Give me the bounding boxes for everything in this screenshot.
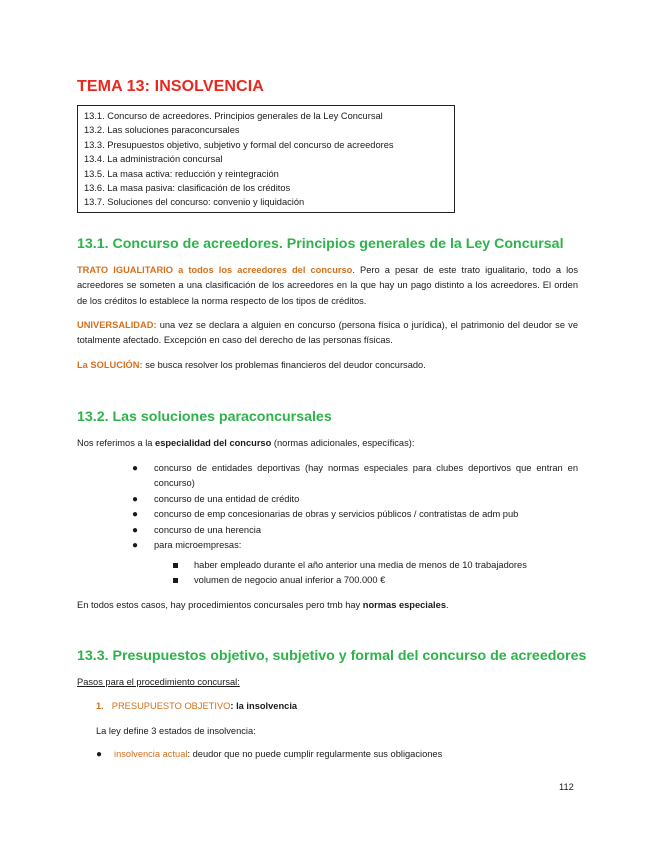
list-item-text: para microempresas: — [154, 540, 242, 551]
sub-bullet-list-microempresas — [172, 558, 527, 589]
keyword-universalidad: UNIVERSALIDAD: — [77, 320, 157, 330]
list-item — [132, 492, 578, 507]
list-item-text: concurso de una entidad de crédito — [154, 493, 300, 504]
paragraph-universalidad — [77, 318, 578, 349]
list-item — [132, 461, 578, 492]
steps-label — [77, 675, 578, 690]
list-item — [132, 538, 578, 553]
toc-item: 13.3. Presupuestos objetivo, subjetivo y formal del concurso de acreedores — [84, 139, 394, 150]
paragraph-text: . Pero a pesar de este trato igualitario, todo a los acreedores se someten a una clasificación de los acreedores en la que hay un pago distinto a los acreedores. El orden de los créditos lo establece la norma respecto de los tipos de créditos. — [77, 265, 578, 306]
toc-item: 13.4. La administración concursal — [84, 154, 223, 165]
underlined-text: Pasos para el procedimiento concursal: — [77, 677, 240, 687]
bullet-icon: ● — [132, 509, 139, 521]
list-item-text: concurso de entidades deportivas (hay normas especiales para clubes deportivos que entran en concurso) — [154, 463, 578, 489]
sub-list-item — [172, 558, 527, 573]
square-bullet-icon — [173, 563, 178, 568]
square-bullet-icon — [173, 578, 178, 583]
list-item — [132, 523, 578, 538]
section-heading-13-2: 13.2. Las soluciones paraconcursales — [77, 409, 332, 425]
keyword-solucion: La SOLUCIÓN: — [77, 360, 143, 370]
bullet-icon: ● — [132, 524, 139, 536]
item-number: 1. — [96, 701, 104, 711]
bold-especialidad: especialidad del concurso — [155, 438, 272, 448]
list-item-text: concurso de una herencia — [154, 524, 261, 535]
paragraph-text: . — [446, 600, 449, 610]
table-of-contents — [77, 105, 455, 213]
keyword-trato-igualitario: TRATO IGUALITARIO a todos los acreedores del concurso — [77, 265, 353, 275]
document-title: TEMA 13: INSOLVENCIA — [77, 78, 264, 95]
paragraph-normas-especiales — [77, 598, 578, 613]
page-number: 112 — [559, 782, 574, 792]
sub-list-item — [172, 573, 527, 588]
bullet-icon: ● — [132, 493, 139, 505]
bullet-insolvencia-actual — [96, 749, 442, 760]
toc-item: 13.1. Concurso de acreedores. Principios generales de la Ley Concursal — [84, 111, 383, 121]
keyword-presupuesto-objetivo: PRESUPUESTO OBJETIVO — [111, 701, 231, 711]
toc-item: 13.6. La masa pasiva: clasificación de los créditos — [84, 183, 291, 194]
bullet-icon: ● — [132, 463, 139, 474]
list-item — [132, 507, 578, 522]
bold-normas-especiales: normas especiales — [362, 600, 446, 610]
paragraph-especialidad — [77, 436, 578, 451]
bullet-icon: ● — [132, 540, 139, 552]
list-item-text: concurso de emp concesionarias de obras y servicios públicos / contratistas de adm pub — [154, 509, 519, 520]
paragraph-text: Nos referimos a la — [77, 438, 156, 448]
paragraph-text: una vez se declara a alguien en concurso (persona física o jurídica), el patrimonio del deudor se ve totalmente afectado. Excepción en caso del derecho de las personas físicas. — [77, 320, 578, 346]
paragraph-text: En todos estos casos, hay procedimientos concursales pero tmb hay — [77, 600, 363, 610]
paragraph-text: (normas adicionales, específicas): — [271, 438, 415, 448]
toc-item: 13.7. Soluciones del concurso: convenio y liquidación — [84, 197, 305, 208]
paragraph-estados-insolvencia: La ley define 3 estados de insolvencia: — [96, 726, 256, 736]
bullet-icon: ● — [96, 749, 103, 760]
bullet-list-soluciones — [132, 461, 578, 553]
paragraph-solucion — [77, 358, 578, 373]
toc-item: 13.5. La masa activa: reducción y reintegración — [84, 168, 279, 179]
numbered-item-presupuesto-objetivo — [96, 701, 297, 711]
item-text: : la insolvencia — [230, 701, 298, 711]
toc-item: 13.2. Las soluciones paraconcursales — [84, 125, 240, 136]
section-heading-13-1: 13.1. Concurso de acreedores. Principios generales de la Ley Concursal — [77, 236, 564, 252]
section-heading-13-3: 13.3. Presupuestos objetivo, subjetivo y formal del concurso de acreedores — [77, 648, 587, 664]
keyword-insolvencia-actual: insolvencia actual — [114, 749, 188, 759]
item-text: : deudor que no puede cumplir regularmente sus obligaciones — [187, 749, 443, 759]
paragraph-trato-igualitario — [77, 263, 578, 309]
paragraph-text: se busca resolver los problemas financieros del deudor concursado. — [142, 360, 426, 370]
sub-list-item-text: haber empleado durante el año anterior una media de menos de 10 trabajadores — [194, 560, 527, 570]
sub-list-item-text: volumen de negocio anual inferior a 700.000 € — [194, 575, 386, 586]
